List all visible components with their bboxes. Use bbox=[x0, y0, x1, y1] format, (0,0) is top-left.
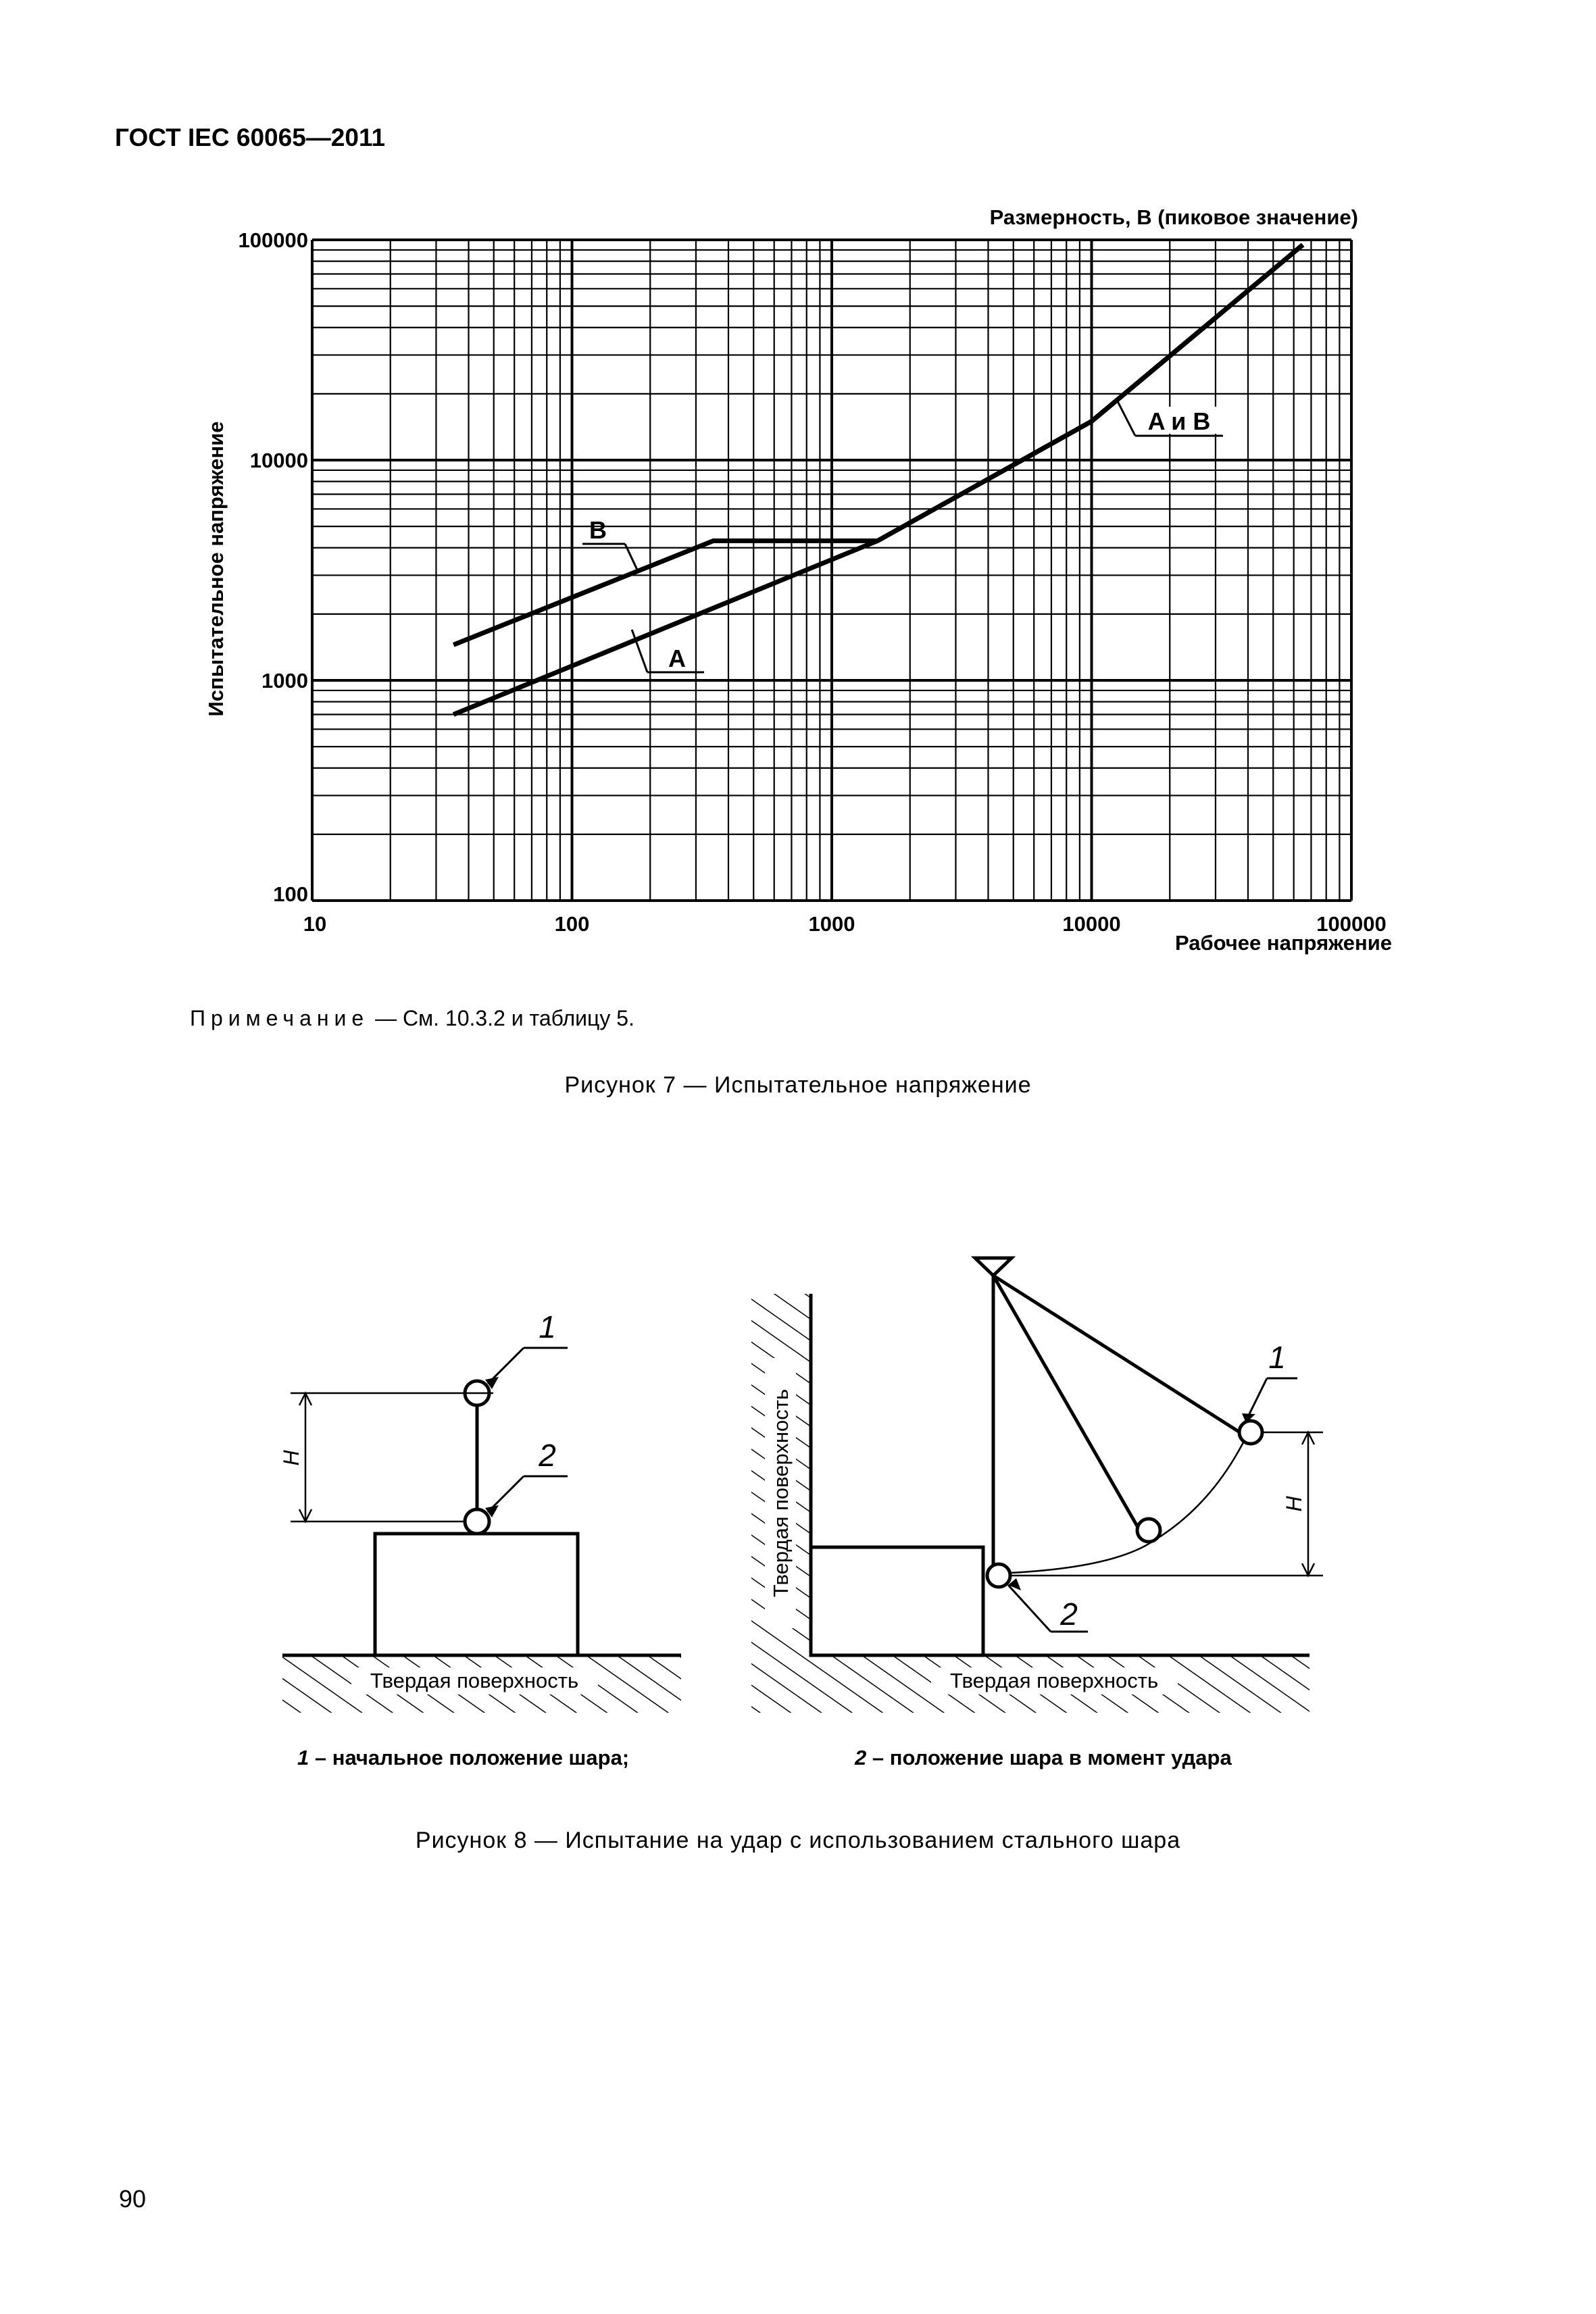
x-tick-label: 10 bbox=[303, 912, 327, 936]
note-lead: Примечание bbox=[190, 1006, 370, 1030]
ball-impact-right bbox=[987, 1564, 1010, 1587]
chart-grid bbox=[312, 240, 1351, 901]
right-surface-label: Твердая поверхность bbox=[949, 1669, 1159, 1692]
legend-2-text: – положение шара в момент удара bbox=[866, 1746, 1232, 1769]
chart-x-axis-label: Рабочее напряжение bbox=[1174, 931, 1392, 955]
chart-annotations bbox=[582, 400, 1223, 672]
annotation-label: A и B bbox=[1147, 407, 1211, 435]
note-text: — См. 10.3.2 и таблицу 5. bbox=[369, 1006, 634, 1030]
leader-2-right bbox=[1008, 1585, 1051, 1632]
legend-1-num: 1 bbox=[297, 1746, 309, 1769]
legend-1-text: – начальное положение шара; bbox=[309, 1746, 630, 1769]
legend-2 bbox=[854, 1746, 1232, 1769]
ball-initial-right bbox=[1239, 1421, 1262, 1444]
ball-impact-diagram bbox=[0, 1203, 1596, 1811]
y-tick-label: 1000 bbox=[261, 669, 308, 693]
annotation-label: B bbox=[589, 516, 607, 544]
test-voltage-chart bbox=[0, 0, 1596, 993]
left-test-block bbox=[375, 1534, 578, 1655]
pivot-icon bbox=[975, 1258, 1012, 1276]
marker-2-left: 2 bbox=[539, 1438, 556, 1473]
ball-impact-left bbox=[465, 1509, 489, 1534]
marker-2-right: 2 bbox=[1060, 1596, 1078, 1632]
chart-title: Размерность, В (пиковое значение) bbox=[989, 205, 1358, 229]
figure-8-caption: Рисунок 8 — Испытание на удар с использованием стального шара bbox=[415, 1828, 1181, 1853]
x-tick-label: 1000 bbox=[808, 912, 855, 936]
x-tick-label: 100000 bbox=[1316, 912, 1387, 936]
height-label-left: H bbox=[279, 1450, 303, 1466]
chart-series bbox=[453, 245, 1303, 714]
document-header: ГОСТ IEC 60065—2011 bbox=[115, 124, 386, 151]
chart-y-axis-label: Испытательное напряжение bbox=[204, 421, 228, 717]
pendulum-mid-line bbox=[993, 1276, 1145, 1539]
annotation-leader bbox=[1117, 400, 1135, 436]
y-tick-label: 100000 bbox=[238, 228, 308, 252]
figure-note bbox=[190, 1006, 634, 1031]
series-line-A bbox=[453, 245, 1303, 714]
legend-1 bbox=[297, 1746, 629, 1769]
marker-1-left: 1 bbox=[539, 1309, 556, 1344]
chart-tick-labels bbox=[239, 228, 1387, 936]
pendulum-start-line bbox=[993, 1276, 1242, 1434]
wall-label: Твердая поверхность bbox=[769, 1388, 793, 1598]
page-number: 90 bbox=[119, 2185, 147, 2213]
series-line-B bbox=[453, 245, 1303, 645]
x-tick-label: 100 bbox=[554, 912, 590, 936]
annotation-label: A bbox=[668, 645, 686, 672]
height-label-right: H bbox=[1282, 1496, 1306, 1512]
left-surface-label: Твердая поверхность bbox=[370, 1669, 579, 1692]
y-tick-label: 10000 bbox=[249, 449, 308, 472]
y-tick-label: 100 bbox=[273, 882, 308, 906]
right-test-block bbox=[811, 1547, 983, 1655]
legend-2-num: 2 bbox=[855, 1746, 867, 1769]
marker-1-right: 1 bbox=[1268, 1340, 1286, 1375]
figure-7-caption: Рисунок 7 — Испытательное напряжение bbox=[564, 1072, 1032, 1098]
x-tick-label: 10000 bbox=[1062, 912, 1121, 936]
